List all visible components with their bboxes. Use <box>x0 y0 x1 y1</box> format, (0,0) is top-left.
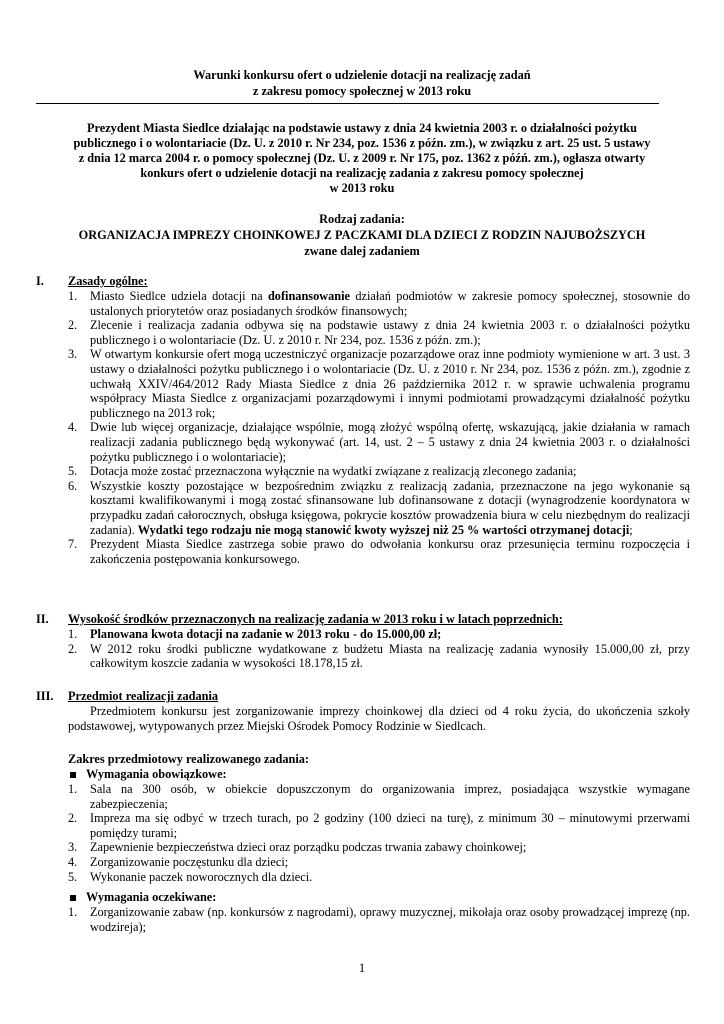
section-3-paragraph: Przedmiotem konkursu jest zorganizowanie imprezy choinkowej dla dzieci od 4 roku życia, do ukończenia szkoły podstawowej, wytypowanych przez Miejski Ośrodek Pomocy Rodzinie w Siedlcach. <box>68 704 690 733</box>
section-2-number: II. <box>36 612 49 626</box>
expected-list <box>68 905 690 934</box>
list-item: 1. Zorganizowanie zabaw (np. konkursów z nagrodami), oprawy muzycznej, mikołaja oraz osoby prowadzącej imprezę (np. wodzireja); <box>68 905 690 934</box>
mandatory-heading: Wymagania obowiązkowe: <box>68 767 227 782</box>
intro-line-4: konkurs ofert o udzielenie dotacji na realizację zadania z zakresu pomocy społecznej <box>140 166 584 180</box>
list-item: 4. Zorganizowanie poczęstunku dla dzieci; <box>68 854 289 869</box>
list-item: 6. Wszystkie koszty pozostające w bezpośrednim związku z realizacją zadania, przeznaczone na jego wykonanie są kosztami kwalifikowanymi i mogą zostać sfinansowane lub dofinansowane z dotacji (wynagrodzenie koordynatora w przypadku zadań całorocznych, obsługa księgowa, pokrycie kosztów prowadzenia biura w celu niezbędnym do realizacji zadania). Wydatki tego rodzaju nie mogą stanowić kwoty wyższej niż 25 % wartości otrzymanej dotacji; <box>68 478 690 537</box>
section-3-title: Przedmiot realizacji zadania <box>68 689 219 703</box>
section-3-heading <box>36 689 218 704</box>
section-2-heading <box>36 612 563 627</box>
list-item: 1. Planowana kwota dotacji na zadanie w 2013 roku - do 15.000,00 zł; <box>68 627 442 641</box>
intro-line-2: publicznego i o wolontariacie (Dz. U. z 2010 r. Nr 234, poz. 1536 z późn. zm.), w związku z art. 25 ust. 5 ustawy <box>73 136 651 150</box>
section-1-number: I. <box>36 274 44 288</box>
task-alias: zwane dalej zadaniem <box>304 244 420 258</box>
task-name: ORGANIZACJA IMPREZY CHOINKOWEJ Z PACZKAMI DLA DZIECI Z RODZIN NAJUBOŻSZYCH <box>78 228 646 242</box>
section-2-list <box>68 627 690 671</box>
page-number: 1 <box>358 960 366 975</box>
section-1-list <box>68 289 690 566</box>
header-divider <box>36 103 659 104</box>
list-item: 3. Zapewnienie bezpieczeństwa dzieci oraz porządku podczas trwania zabawy choinkowej; <box>68 840 527 855</box>
list-item: 4. Dwie lub więcej organizacje, działające wspólnie, mogą złożyć wspólną ofertę, wskazującą, jakie działania w ramach realizacji zadania publicznego będą wykonywać (art. 14, ust. 2 – 5 ustawy z dnia 24 kwietnia 2003 r. o działalności pożytku publicznego i o wolontariacie); <box>68 420 690 464</box>
list-item: 1. Miasto Siedlce udziela dotacji na dofinansowanie działań podmiotów w zakresie pomocy społecznej, stosownie do ustalonych priorytetów oraz posiadanych środków finansowych; <box>68 289 690 318</box>
section-1-heading <box>36 274 148 289</box>
intro-line-3: z dnia 12 marca 2004 r. o pomocy społecznej (Dz. U. z 2009 r. Nr 175, poz. 1362 z późń. zm.), ogłasza otwarty <box>78 151 646 165</box>
list-item: 2. Impreza ma się odbyć w trzech turach, po 2 godziny (100 dzieci na turę), z minimum 30 – minutowymi przerwami pomiędzy turami; <box>68 811 690 840</box>
square-bullet-icon <box>70 772 76 778</box>
list-item: 5. Wykonanie paczek noworocznych dla dzieci. <box>68 869 313 884</box>
scope-title: Zakres przedmiotowy realizowanego zadania: <box>68 752 310 766</box>
section-1-title: Zasady ogólne: <box>68 274 148 288</box>
intro-line-5: w 2013 roku <box>329 181 395 195</box>
list-item: 5. Dotacja może zostać przeznaczona wyłącznie na wydatki związane z realizacją zleconego zadania; <box>68 464 577 479</box>
header-line-1: Warunki konkursu ofert o udzielenie dotacji na realizację zadań <box>193 68 531 82</box>
intro-line-1: Prezydent Miasta Siedlce działając na podstawie ustawy z dnia 24 kwietnia 2003 r. o działalności pożytku <box>87 121 637 135</box>
mandatory-list <box>68 782 690 884</box>
list-item: 2. W 2012 roku środki publiczne wydatkowane z budżetu Miasta na realizację zadania wynosiły 15.000,00 zł, przy całkowitym koszcie zadania w wysokości 18.178,15 zł. <box>68 641 690 671</box>
header-line-2: z zakresu pomocy społecznej w 2013 roku <box>252 84 472 98</box>
list-item: 1. Sala na 300 osób, w obiekcie dopuszczonym do organizowania imprez, posiadająca wszystkie wymagane zabezpieczenia; <box>68 782 690 811</box>
section-3-number: III. <box>36 689 54 703</box>
list-item: 3. W otwartym konkursie ofert mogą uczestniczyć organizacje pozarządowe oraz inne podmioty wymienione w art. 3 ust. 3 ustawy o działalności pożytku publicznego i o wolontariacie (Dz. U. z 2010 r. Nr 234, poz. 1536 z późn. zm.), zgodnie z uchwałą XXIV/464/2012 Rady Miasta Siedlce z dnia 26 października 2012 r. w sprawie uchwalenia programu współpracy Miasta Siedlce z organizacjami pozarządowymi i innymi podmiotami prowadzącymi działalność pożytku publicznego na 2013 rok; <box>68 347 690 420</box>
expected-heading: Wymagania oczekiwane: <box>68 890 216 905</box>
list-item: 7. Prezydent Miasta Siedlce zastrzega sobie prawo do odwołania konkursu oraz przesunięcia terminu rozpoczęcia i zakończenia postępowania konkursowego. <box>68 537 690 566</box>
section-2-title: Wysokość środków przeznaczonych na realizację zadania w 2013 roku i w latach poprzednich: <box>68 612 563 626</box>
square-bullet-icon <box>70 895 76 901</box>
list-item: 2. Zlecenie i realizacja zadania odbywa się na podstawie ustawy z dnia 24 kwietnia 2003 r. o działalności pożytku publicznego i o wolontariacie (Dz. U. z 2010 r. Nr 234, poz. 1536 z późn. zm.); <box>68 318 690 347</box>
task-label: Rodzaj zadania: <box>319 212 405 226</box>
